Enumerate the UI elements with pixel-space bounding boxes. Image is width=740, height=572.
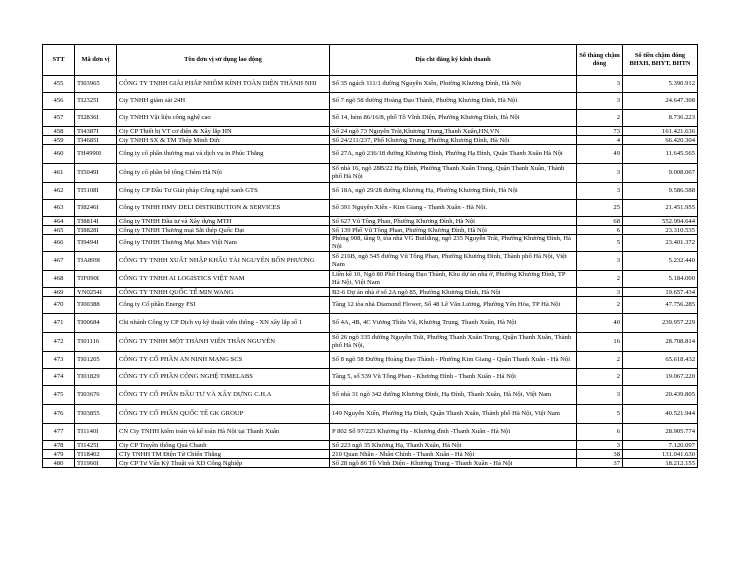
report-sheet [42, 44, 697, 468]
cell-months: 3 [577, 183, 623, 200]
cell-amount: 5.184.000 [623, 271, 698, 288]
cell-name: CÔNG TY TNHH GIẢI PHÁP NHÔM KÍNH TOÀN DIỆN THÀNH NHI [117, 76, 330, 93]
cell-stt: 472 [43, 333, 75, 352]
cell-months: 6 [577, 424, 623, 441]
table-row [43, 450, 698, 459]
cell-code: TI01829 [75, 369, 117, 386]
cell-stt: 475 [43, 386, 75, 405]
header-amount: Số tiền chậm đóng BHXH, BHYT, BHTN [623, 45, 698, 76]
cell-months: 40 [577, 314, 623, 333]
cell-stt: 467 [43, 252, 75, 271]
table-row [43, 217, 698, 226]
cell-months: 3 [577, 93, 623, 110]
cell-stt: 468 [43, 271, 75, 288]
cell-amount: 131.041.630 [623, 450, 698, 459]
cell-amount: 5.232.440 [623, 252, 698, 271]
table-row [43, 110, 698, 127]
cell-months: 2 [577, 271, 623, 288]
cell-name: Công ty Cổ phần Energy FSI [117, 297, 330, 314]
cell-name: CÔNG TY CỔ PHẦN ĐẦU TƯ VÀ XÂY DỰNG C.H.A [117, 386, 330, 405]
cell-code: TIF090I [75, 271, 117, 288]
cell-amount: 161.421.636 [623, 127, 698, 136]
cell-amount: 21.451.955 [623, 200, 698, 217]
cell-months: 16 [577, 333, 623, 352]
cell-amount: 19.067.220 [623, 369, 698, 386]
table-row [43, 235, 698, 252]
cell-months: 3 [577, 252, 623, 271]
table-row [43, 164, 698, 183]
table-row [43, 333, 698, 352]
cell-amount: 20.439.805 [623, 386, 698, 405]
table-row [43, 405, 698, 424]
table-row [43, 183, 698, 200]
table-row [43, 271, 698, 288]
cell-months: 3 [577, 386, 623, 405]
cell-name: Cty TNHH giám sát 24H [117, 93, 330, 110]
header-name: Tên đơn vị sử dụng lao động [117, 45, 330, 76]
cell-address: B2-6 Dự án nhà ở số 2A ngõ 85, Phường Khương Đình, Hà Nội [330, 288, 577, 297]
cell-code: TI4387I [75, 127, 117, 136]
cell-name: Công ty TNHH Đầu tư và Xây dựng MTH [117, 217, 330, 226]
cell-stt: 460 [43, 145, 75, 164]
cell-amount: 7.120.097 [623, 441, 698, 450]
cell-address: 210 Quan Nhân - Nhân Chính - Thanh Xuân - Hà Nội [330, 450, 577, 459]
cell-code: YN0254I [75, 288, 117, 297]
table-row [43, 459, 698, 468]
cell-address: Tầng 5, số 539 Vũ Tông Phan - Khương Đình - Thanh Xuân - Hà Nội [330, 369, 577, 386]
cell-address: Số 8 ngõ 58 Đường Hoàng Đạo Thành - Phường Kim Giang - Quận Thanh Xuân - Hà Nội [330, 352, 577, 369]
cell-name: CÔNG TY CỔ PHẦN CÔNG NGHỆ TIMELABS [117, 369, 330, 386]
cell-name: Chi nhánh Công ty CP Dịch vụ kỹ thuật viễn thông - XN xây lắp số 1 [117, 314, 330, 333]
cell-address: Số 24/211/237, Phố Khương Trung, Phường Khương Đình, Hà Nội [330, 136, 577, 145]
cell-code: TI9494I [75, 235, 117, 252]
cell-name: Công ty TNHH HMV DELI DISTRIBUTION & SERVICES [117, 200, 330, 217]
cell-amount: 65.618.432 [623, 352, 698, 369]
cell-address: Số 4A, 4B, 4C Vương Thừa Vũ, Khương Trung, Thanh Xuân, Hà Nội [330, 314, 577, 333]
header-months: Số tháng chậm đóng [577, 45, 623, 76]
cell-stt: 462 [43, 183, 75, 200]
cell-stt: 459 [43, 136, 75, 145]
cell-code: TI1960I [75, 459, 117, 468]
cell-name: Cty CP Tư Vấn Kỹ Thuật và XD Công Nghiệp [117, 459, 330, 468]
cell-months: 2 [577, 297, 623, 314]
table-row [43, 93, 698, 110]
cell-code: TI1425I [75, 441, 117, 450]
table-row [43, 386, 698, 405]
cell-months: 73 [577, 127, 623, 136]
cell-address: Phòng 908, tầng 9, tòa nhà VG Building, ngõ 235 Nguyễn Trãi, Phường Khương Đình, Hà Nội [330, 235, 577, 252]
cell-address: Số 14, hẻm 86/16/8, phố Tô Vĩnh Diện, Phường Khương Đình, Hà Nội [330, 110, 577, 127]
cell-months: 5 [577, 405, 623, 424]
cell-amount: 24.647.308 [623, 93, 698, 110]
table-row [43, 369, 698, 386]
cell-stt: 480 [43, 459, 75, 468]
table-row [43, 145, 698, 164]
cell-months: 37 [577, 459, 623, 468]
cell-name: CÔNG TY CỔ PHẦN QUỐC TẾ GK GROUP [117, 405, 330, 424]
header-stt: STT [43, 45, 75, 76]
cell-name: Công ty CP Đầu Tư Giải pháp Công nghệ xanh GTS [117, 183, 330, 200]
cell-stt: 463 [43, 200, 75, 217]
cell-stt: 469 [43, 288, 75, 297]
cell-name: Cty TNHH Vật liệu công nghệ cao [117, 110, 330, 127]
cell-address: Số 26 ngõ 335 đường Nguyễn Trãi, Phường Thanh Xuân Trung, Quận Thanh Xuân, Thành phố Hà Nội, [330, 333, 577, 352]
table-row [43, 288, 698, 297]
cell-stt: 464 [43, 217, 75, 226]
cell-code: TI4685I [75, 136, 117, 145]
cell-amount: 8.736.223 [623, 110, 698, 127]
cell-stt: 474 [43, 369, 75, 386]
header-code: Mã đơn vị [75, 45, 117, 76]
cell-name: CÔNG TY TNHH AI LOGISTICS VIỆT NAM [117, 271, 330, 288]
table-row [43, 424, 698, 441]
cell-months: 3 [577, 288, 623, 297]
cell-code: TI5108I [75, 183, 117, 200]
cell-code: TI8814I [75, 217, 117, 226]
cell-stt: 456 [43, 93, 75, 110]
cell-address: Số 18A, ngõ 29/28 đường Khương Hạ, Phường Khương Đình, Hà Nội [330, 183, 577, 200]
table-row [43, 441, 698, 450]
cell-months: 4 [577, 136, 623, 145]
cell-name: CÔNG TY TNHH XUẤT NHẬP KHẨU TÀI NGUYÊN BỐN PHƯƠNG [117, 252, 330, 271]
cell-address: Liền kề 10, Ngõ 80 Phố Hoàng Đạo Thành, Khu dự án nhà ở, Phường Khương Đình, TP Hà Nội, Việt Nam [330, 271, 577, 288]
cell-name: CTy TNHH TM Điện Tử Chiến Thắng [117, 450, 330, 459]
cell-address: 149 Nguyễn Xiển, Phường Hạ Đình, Quận Thanh Xuân, Thành phố Hà Nội, Việt Nam [330, 405, 577, 424]
cell-name: CÔNG TY TNHH MỘT THÀNH VIÊN THÂN NGUYÊN [117, 333, 330, 352]
cell-stt: 479 [43, 450, 75, 459]
cell-code: TI1140I [75, 424, 117, 441]
cell-address: Số 24 ngõ 73 Nguyễn Trãi,Khương Trung,Thanh Xuân,HN,VN [330, 127, 577, 136]
cell-code: TI5049I [75, 164, 117, 183]
cell-name: CN Cty TNHH kiểm toán và kế toán Hà Nội tại Thanh Xuân [117, 424, 330, 441]
cell-code: TI8246I [75, 200, 117, 217]
cell-months: 2 [577, 110, 623, 127]
cell-amount: 66.420.304 [623, 136, 698, 145]
cell-address: Số 7 ngõ 58 đường Hoàng Đạo Thành, Phường Khương Đình, Hà Nội [330, 93, 577, 110]
table-row [43, 297, 698, 314]
cell-code: TI2325I [75, 93, 117, 110]
cell-amount: 19.657.434 [623, 288, 698, 297]
table-row [43, 252, 698, 271]
table-row [43, 226, 698, 235]
table-row [43, 352, 698, 369]
cell-amount: 11.645.565 [623, 145, 698, 164]
cell-stt: 466 [43, 235, 75, 252]
cell-code: TI01116 [75, 333, 117, 352]
cell-address: Số nhà 16, ngõ 28B/22 Hạ Đình, Phường Thanh Xuân Trung, Quận Thanh Xuân, Thành phố Hà Nội [330, 164, 577, 183]
cell-amount: 47.756.285 [623, 297, 698, 314]
cell-name: Công ty cổ phần bê tông Chèm Hà Nội [117, 164, 330, 183]
cell-code: TI03855 [75, 405, 117, 424]
cell-stt: 477 [43, 424, 75, 441]
cell-amount: 28.708.814 [623, 333, 698, 352]
cell-amount: 23.401.372 [623, 235, 698, 252]
cell-amount: 9.008.067 [623, 164, 698, 183]
cell-code: TI2836I [75, 110, 117, 127]
table-row [43, 76, 698, 93]
cell-amount: 9.586.588 [623, 183, 698, 200]
cell-name: Công ty TNHH Thương Mại Mars Việt Nam [117, 235, 330, 252]
cell-months: 3 [577, 441, 623, 450]
cell-months: 6 [577, 226, 623, 235]
cell-stt: 457 [43, 110, 75, 127]
cell-code: TI03965 [75, 76, 117, 93]
cell-months: 2 [577, 369, 623, 386]
header-address: Địa chỉ đăng ký kinh doanh [330, 45, 577, 76]
table-row [43, 136, 698, 145]
cell-address: Tầng 12 tòa nhà Diamond Flower, Số 48 Lê Văn Lương, Phường Yên Hòa, TP Hà Nội [330, 297, 577, 314]
cell-address: Số 391 Nguyễn Xiển - Kim Giang - Thanh Xuân - Hà Nội. [330, 200, 577, 217]
cell-months: 49 [577, 145, 623, 164]
cell-address: Số 139 Phố Vũ Tông Phan, Phường Khương Đình, Hà Nội [330, 226, 577, 235]
cell-address: Số 216B, ngõ 545 đường Vũ Tông Phan, Phường Khương Đình, Thành phố Hà Nội, Việt Nam [330, 252, 577, 271]
cell-code: TH4990I [75, 145, 117, 164]
cell-code: TIA899I [75, 252, 117, 271]
cell-stt: 465 [43, 226, 75, 235]
cell-stt: 458 [43, 127, 75, 136]
table-header-row [43, 45, 698, 76]
cell-months: 25 [577, 200, 623, 217]
cell-stt: 473 [43, 352, 75, 369]
cell-address: Số 223 ngõ 35 Khương Hạ, Thanh Xuân, Hà Nội [330, 441, 577, 450]
cell-amount: 28.905.774 [623, 424, 698, 441]
table-row [43, 127, 698, 136]
cell-stt: 478 [43, 441, 75, 450]
cell-code: TI18402 [75, 450, 117, 459]
cell-months: 3 [577, 76, 623, 93]
cell-amount: 239.957.229 [623, 314, 698, 333]
table-body [43, 76, 698, 468]
cell-code: TI8828I [75, 226, 117, 235]
cell-amount: 5.390.912 [623, 76, 698, 93]
cell-name: Công ty cổ phần thương mại và dịch vụ in Phúc Thắng [117, 145, 330, 164]
cell-months: 2 [577, 352, 623, 369]
cell-address: Số 35 ngách 111/1 đường Nguyễn Xiển, Phường Khương Đình, Hà Nội [330, 76, 577, 93]
cell-address: P 802 Số 97/223 Khương Hạ - Khương đình -Thanh Xuân - Hà Nội [330, 424, 577, 441]
cell-name: Cty CP Truyền thông Quả Chanh [117, 441, 330, 450]
cell-address: Số 627 Vũ Tông Phan, Phường Khương Đình, Hà Nội [330, 217, 577, 226]
cell-stt: 455 [43, 76, 75, 93]
cell-amount: 23.310.535 [623, 226, 698, 235]
cell-code: TI01205 [75, 352, 117, 369]
cell-months: 3 [577, 164, 623, 183]
cell-stt: 471 [43, 314, 75, 333]
table-row [43, 314, 698, 333]
cell-code: TI00684 [75, 314, 117, 333]
cell-amount: 552.994.644 [623, 217, 698, 226]
cell-name: Công ty TNHH Thương mại Sắt thép Quốc Đạt [117, 226, 330, 235]
cell-code: TI00388 [75, 297, 117, 314]
cell-address: Số nhà 31 ngõ 342 đường Khương Đình, Hạ Đình, Thanh Xuân, Hà Nội, Việt Nam [330, 386, 577, 405]
cell-address: Số 28 ngõ 86 Tô Vĩnh Diện - Khương Trung - Thanh Xuân - Hà Nội [330, 459, 577, 468]
cell-months: 5 [577, 235, 623, 252]
cell-months: 38 [577, 450, 623, 459]
cell-name: Cty TNHH SX & TM Thép Minh Đức [117, 136, 330, 145]
cell-code: TI03676 [75, 386, 117, 405]
late-payment-table [42, 44, 698, 468]
table-row [43, 200, 698, 217]
cell-name: CÔNG TY CỔ PHẦN AN NINH MẠNG SCS [117, 352, 330, 369]
cell-name: Cty CP Thiết bị VT cơ điện & Xây lắp HN [117, 127, 330, 136]
cell-months: 68 [577, 217, 623, 226]
cell-amount: 40.521.944 [623, 405, 698, 424]
cell-stt: 476 [43, 405, 75, 424]
cell-stt: 470 [43, 297, 75, 314]
cell-stt: 461 [43, 164, 75, 183]
cell-amount: 18.212.155 [623, 459, 698, 468]
cell-address: Số 27A, ngõ 236/18 đường Khương Đình, Phường Hạ Đình, Quận Thanh Xuân Hà Nội [330, 145, 577, 164]
cell-name: CÔNG TY TNHH QUỐC TẾ MIN WANG [117, 288, 330, 297]
